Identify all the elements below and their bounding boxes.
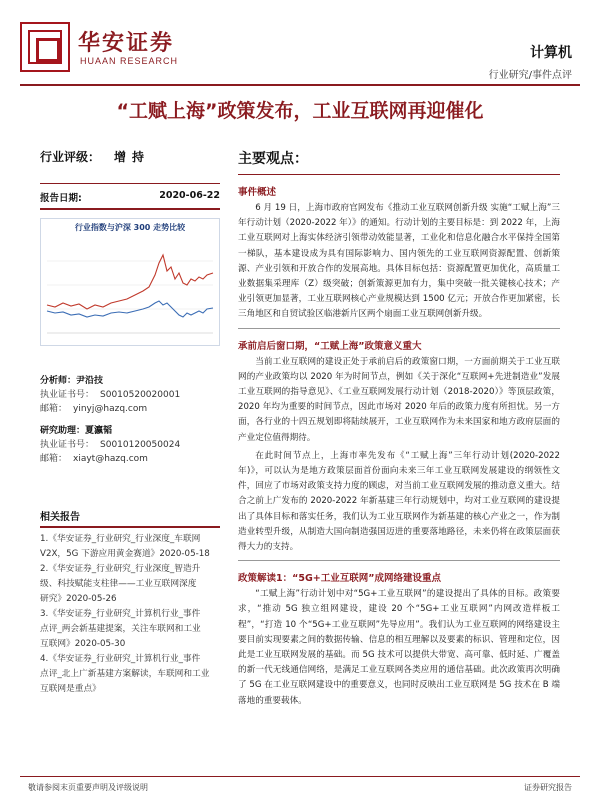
company-name-en: HUAAN RESEARCH bbox=[80, 56, 179, 66]
related-report-line[interactable]: 4.《华安证券_行业研究_计算机行业_事件 bbox=[40, 654, 201, 664]
header-divider bbox=[20, 84, 580, 86]
logo-emblem-icon bbox=[28, 30, 62, 64]
section-divider bbox=[238, 328, 560, 329]
report-type-label: 行业研究/事件点评 bbox=[488, 70, 572, 81]
body-paragraph: “工赋上海”行动计划中对“5G+工业互联网”的建设提出了具体的目标。政策要求，“推动 5G 独立组网建设，建设 20 个“5G+工业互联网”内网改造样板工程”，“打造 10 个“5G+工业互联网”先导应用”。我们认为工业互联网的网络建设主要目前实现要素之间的数据传输、信息的相互理解以及要素的标识、管理和定位，因此是工业互联网发展的基础。而 5G 技术可以提供大带宽、高可靠、低时延、广覆盖的新一代无线通信网络，是满足工业互联网各类应用的通信基础。此次政策再次明确了 5G 在工业互联网建设中的重要意义，也同时反映出工业互联网是 5G 技术在 B 端落地的重要载体。 bbox=[238, 589, 560, 706]
company-name-cn: 华安证券 bbox=[78, 30, 175, 56]
assistant-email-label: 邮箱： bbox=[40, 454, 68, 464]
related-report-line[interactable]: 级、科技赋能支柱律——工业互联网深度 bbox=[40, 579, 197, 589]
related-report-line[interactable]: 1.《华安证券_行业研究_行业深度_车联网 bbox=[40, 534, 201, 544]
related-report-line[interactable]: 互联网是重点》 bbox=[40, 684, 101, 694]
body-paragraph: 6 月 19 日，上海市政府官网发布《推动工业互联网创新升级 实施“工赋上海”三年行动计划（2020-2022 年）》的通知。行动计划的主要目标是：到 2022 年，上海工业互联网对上海实体经济引领带动效能显著，工业化和信息化融合水平保持全国第一梯队，基本建设成为具有国际影响力、国内领先的工业互联网资源配置、创新策源、产业引领和开放合作的发展高地。具体目标包括：资源配置更加优化，高质量工业数据集采理库（Z）级突破；创新策源更加有力，集中突破一批关键核心技术；产业引领更加显著，工业互联网核心产业规模达到 1500 亿元；开放合作更加紧密，长三角地区和自贸试验区临港新片区两个扇面工业互联网创新升级。 bbox=[238, 203, 560, 320]
index-comparison-chart bbox=[40, 218, 220, 346]
sidebar bbox=[40, 148, 220, 697]
footer-disclaimer: 敬请参阅末页重要声明及评级说明 bbox=[28, 783, 148, 792]
related-reports-list bbox=[40, 532, 220, 697]
company-logo bbox=[20, 22, 70, 72]
section-divider bbox=[238, 560, 560, 561]
analyst-info bbox=[40, 374, 220, 466]
analyst-name: 分析师：尹沿技 bbox=[40, 376, 104, 386]
analyst-email[interactable]: yinyj@hazq.com bbox=[73, 404, 148, 414]
assistant-name: 研究助理：夏瀛韬 bbox=[40, 426, 113, 436]
assistant-email-row bbox=[40, 452, 220, 466]
related-report-line[interactable]: 研究》2020-05-26 bbox=[40, 594, 117, 604]
related-report-line[interactable]: 点评_两会新基建提案，关注车联网和工业 bbox=[40, 624, 201, 634]
date-value: 2020-06-22 bbox=[159, 190, 220, 201]
chart-title: 行业指数与沪深 300 走势比较 bbox=[74, 223, 186, 232]
date-label: 报告日期: bbox=[40, 193, 82, 204]
assistant-email[interactable]: xiayt@hazq.com bbox=[73, 454, 148, 464]
body-paragraph: 当前工业互联网的建设正处于承前启后的政策窗口期，一方面前期关于工业互联网的产业政策均以 2020 年为时间节点，例如《关于深化“互联网+先进制造业”发展工业互联网的指导意见》、《工业互联网发展行动计划（2018-2020）》等顶层政策，2020 年均为重要的时间节点，因此市场对 2020 年后的政策力度有所担忧。另一方面，各行业的十四五规划即将陆续展开，工业互联网作为未来国家和地方政府层面的产业定位值得期待。 bbox=[238, 356, 560, 443]
related-report-line[interactable]: V2X，5G 下游应用黄金赛道》2020-05-18 bbox=[40, 549, 210, 559]
analyst-license: S0010520020001 bbox=[100, 390, 181, 400]
related-report-line[interactable]: 2.《华安证券_行业研究_行业深度_智造升 bbox=[40, 564, 201, 574]
industry-rating bbox=[40, 148, 220, 173]
section-heading: 承前启后窗口期，“工赋上海”政策意义重大 bbox=[238, 340, 422, 352]
main-content bbox=[238, 148, 560, 709]
rating-value: 增持 bbox=[114, 150, 151, 164]
report-date-row bbox=[40, 190, 220, 210]
analyst-email-row bbox=[40, 402, 220, 416]
analyst-email-label: 邮箱： bbox=[40, 404, 68, 414]
assistant-license-label: 执业证书号： bbox=[40, 440, 95, 450]
report-title: “工赋上海”政策发布，工业互联网再迎催化 bbox=[116, 100, 484, 122]
analyst-license-label: 执业证书号： bbox=[40, 390, 95, 400]
key-points-title: 主要观点： bbox=[238, 148, 560, 175]
industry-index-line bbox=[47, 255, 213, 309]
body-paragraph: 在此时间节点上，上海市率先发布《“工赋上海”三年行动计划(2020-2022 年)》，可以认为是地方政策层面首份面向未来三年工业互联网发展建设的纲领性文件，回应了市场对政策支持力度的顾虑，对当前工业互联网发展的推动意义重大。结合之前上广发布的 2020-2022 年新基建三年行动规划中，均对工业互联网的建设提出了具体目标和落实任务，我们认为工业互联网作为新基建的核心产业之一，作为制造业转型升级，从制造大国向制造强国迈进的重要落地路径，未来仍将在政策层面获得大力的支持。 bbox=[238, 450, 560, 553]
footer-report-label: 证券研究报告 bbox=[524, 783, 572, 792]
rating-divider bbox=[40, 183, 220, 184]
rating-label: 行业评级： bbox=[40, 150, 101, 164]
assistant-license-row bbox=[40, 438, 220, 452]
related-reports-title: 相关报告 bbox=[40, 508, 220, 528]
related-report-line[interactable]: 点评_北上广新基建方案解读，车联网和工业 bbox=[40, 669, 210, 679]
related-report-line[interactable]: 互联网》2020-05-30 bbox=[40, 639, 126, 649]
industry-label: 计算机 bbox=[530, 45, 572, 61]
section-heading: 事件概述 bbox=[238, 187, 277, 198]
analyst-license-row bbox=[40, 388, 220, 402]
related-report-line[interactable]: 3.《华安证券_行业研究_计算机行业_事件 bbox=[40, 609, 201, 619]
footer-divider bbox=[20, 776, 580, 777]
assistant-license: S0010120050024 bbox=[100, 440, 181, 450]
section-heading: 政策解读1：“5G+工业互联网”成网络建设重点 bbox=[238, 573, 441, 585]
chart-plot bbox=[43, 233, 217, 341]
